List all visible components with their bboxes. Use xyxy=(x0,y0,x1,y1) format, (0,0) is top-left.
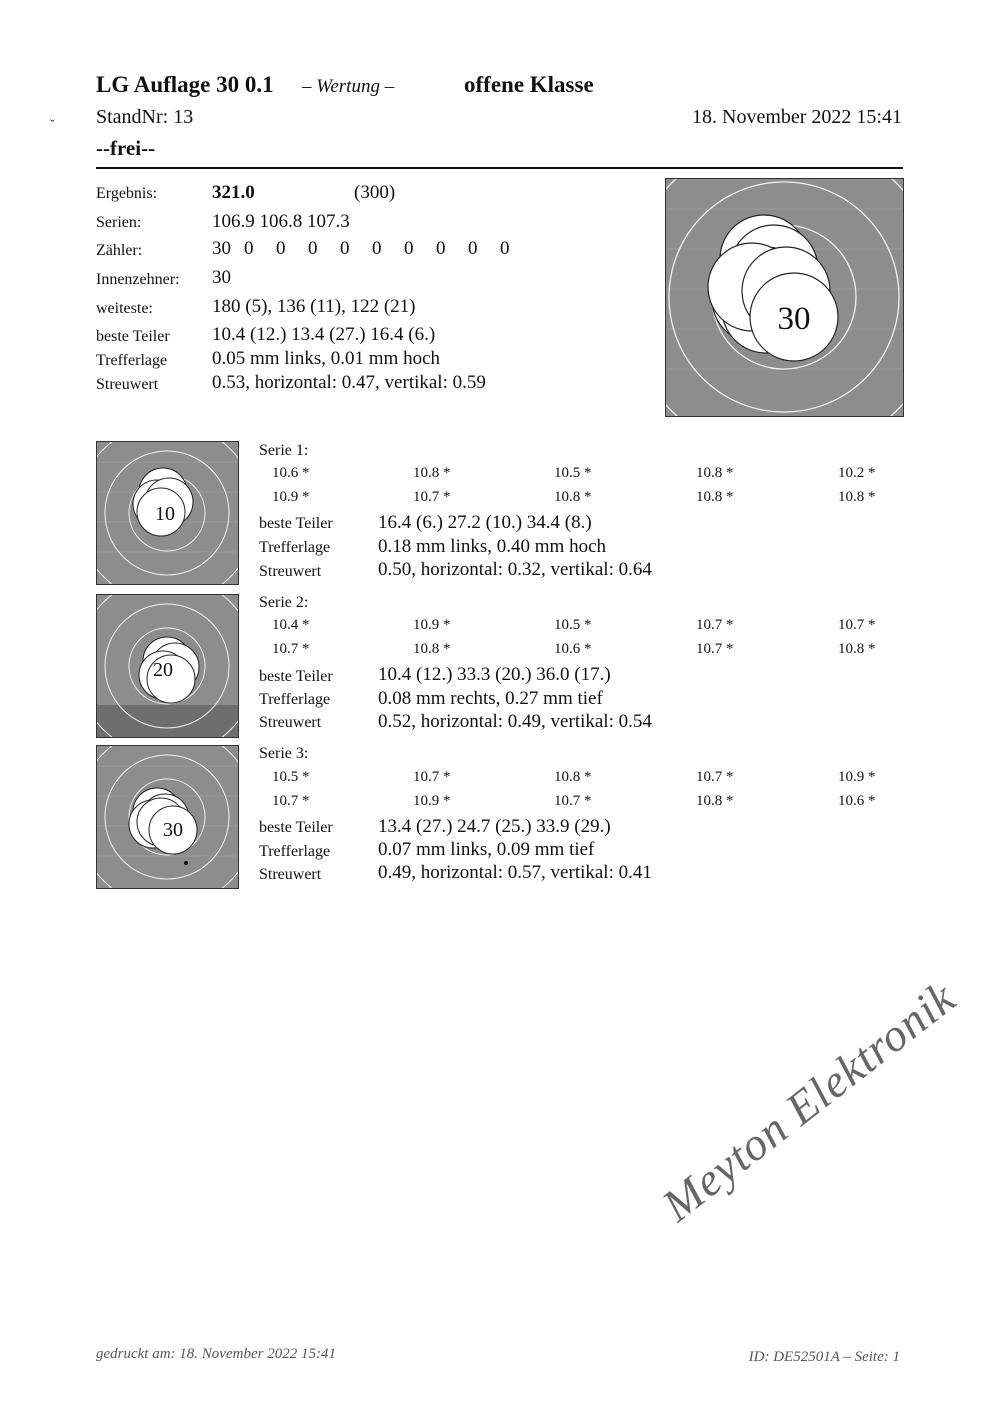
zaehler-value: 0 xyxy=(500,238,510,259)
series-2-teiler: 10.4 (12.) 33.3 (20.) 36.0 (17.) xyxy=(378,664,611,685)
innenzehner-value: 30 xyxy=(212,267,231,288)
series-1-streuwert-label: Streuwert xyxy=(259,563,322,580)
shot-value: 10.8 * xyxy=(696,465,734,481)
shot-value: 10.8 * xyxy=(413,641,451,657)
series-3-target-image xyxy=(96,745,239,889)
weiteste-value: 180 (5), 136 (11), 122 (21) xyxy=(212,296,416,317)
zaehler-value: 0 xyxy=(372,238,382,259)
shot-value: 10.8 * xyxy=(696,793,734,809)
shot-value: 10.5 * xyxy=(272,769,310,785)
shot-value: 10.5 * xyxy=(554,465,592,481)
header-divider xyxy=(96,167,903,169)
target-count-label: 20 xyxy=(153,659,173,681)
series-3-trefferlage-label: Trefferlage xyxy=(259,843,331,860)
shot-value: 10.8 * xyxy=(696,489,734,505)
zaehler-value: 0 xyxy=(244,238,254,259)
streuwert-value: 0.53, horizontal: 0.47, vertikal: 0.59 xyxy=(212,372,486,393)
series-2-trefferlage-label: Trefferlage xyxy=(259,691,331,708)
trefferlage-value: 0.05 mm links, 0.01 mm hoch xyxy=(212,348,440,369)
shot-value: 10.8 * xyxy=(413,465,451,481)
streuwert-label: Streuwert xyxy=(96,376,159,393)
shot-value: 10.7 * xyxy=(696,617,734,633)
teiler-label: beste Teiler xyxy=(96,328,170,345)
shot-value: 10.7 * xyxy=(838,617,876,633)
zaehler-value: 0 xyxy=(276,238,286,259)
zaehler-value: 0 xyxy=(404,238,414,259)
shot-value: 10.9 * xyxy=(413,793,451,809)
series-2-target-image xyxy=(96,594,239,738)
shot-value: 10.7 * xyxy=(696,641,734,657)
shot-value: 10.9 * xyxy=(838,769,876,785)
target-count-label: 10 xyxy=(155,503,175,525)
teiler-value: 10.4 (12.) 13.4 (27.) 16.4 (6.) xyxy=(212,324,436,345)
shot-value: 10.8 * xyxy=(554,769,592,785)
innenzehner-label: Innenzehner: xyxy=(96,271,180,288)
target-svg xyxy=(97,442,238,584)
shot-value: 10.8 * xyxy=(554,489,592,505)
zaehler-value: 0 xyxy=(308,238,318,259)
shot-value: 10.8 * xyxy=(838,489,876,505)
ergebnis-label: Ergebnis: xyxy=(96,185,158,202)
series-1-teiler-label: beste Teiler xyxy=(259,515,333,532)
zaehler-label: Zähler: xyxy=(96,242,143,259)
series-3-trefferlage: 0.07 mm links, 0.09 mm tief xyxy=(378,839,595,860)
weiteste-label: weiteste: xyxy=(96,300,153,317)
shot-value: 10.7 * xyxy=(272,793,310,809)
ergebnis-max: (300) xyxy=(354,182,396,203)
series-1-title: Serie 1: xyxy=(259,442,309,459)
target-count-label: 30 xyxy=(163,819,183,841)
series-2-streuwert: 0.52, horizontal: 0.49, vertikal: 0.54 xyxy=(378,711,652,732)
series-3-streuwert: 0.49, horizontal: 0.57, vertikal: 0.41 xyxy=(378,862,652,883)
series-2-trefferlage: 0.08 mm rechts, 0.27 mm tief xyxy=(378,688,603,709)
series-3-teiler: 13.4 (27.) 24.7 (25.) 33.9 (29.) xyxy=(378,816,611,837)
shot-value: 10.7 * xyxy=(272,641,310,657)
scan-mark: ˇ xyxy=(50,118,55,133)
ergebnis-value: 321.0 xyxy=(212,182,255,203)
shot-value: 10.7 * xyxy=(696,769,734,785)
series-3-title: Serie 3: xyxy=(259,745,309,762)
series-1-trefferlage: 0.18 mm links, 0.40 mm hoch xyxy=(378,536,606,557)
target-svg xyxy=(97,746,238,888)
zaehler-value: 0 xyxy=(436,238,446,259)
zaehler-value: 0 xyxy=(340,238,350,259)
series-1-trefferlage-label: Trefferlage xyxy=(259,539,331,556)
series-2-title: Serie 2: xyxy=(259,594,309,611)
shooter-name: --frei-- xyxy=(96,136,156,160)
serien-label: Serien: xyxy=(96,214,142,231)
manufacturer-stamp: Meyton Elektronik xyxy=(652,971,965,1231)
series-1-teiler: 16.4 (6.) 27.2 (10.) 34.4 (8.) xyxy=(378,512,592,533)
shot-value: 10.6 * xyxy=(272,465,310,481)
discipline-title: LG Auflage 30 0.1 xyxy=(96,72,274,97)
shot-value: 10.6 * xyxy=(554,641,592,657)
shot-value: 10.7 * xyxy=(554,793,592,809)
serien-value: 106.9 106.8 107.3 xyxy=(212,211,350,232)
target-count-label: 30 xyxy=(777,301,811,337)
document-id: ID: DE52501A – Seite: 1 xyxy=(748,1349,900,1365)
series-3-teiler-label: beste Teiler xyxy=(259,819,333,836)
series-3-streuwert-label: Streuwert xyxy=(259,866,322,883)
series-2-teiler-label: beste Teiler xyxy=(259,668,333,685)
header-date: 18. November 2022 15:41 xyxy=(692,106,902,128)
zaehler-value: 0 xyxy=(468,238,478,259)
wertung-label: – Wertung – xyxy=(302,76,395,97)
shot-value: 10.2 * xyxy=(838,465,876,481)
shot-value: 10.9 * xyxy=(272,489,310,505)
series-1-streuwert: 0.50, horizontal: 0.32, vertikal: 0.64 xyxy=(378,559,652,580)
trefferlage-label: Trefferlage xyxy=(96,352,168,369)
shot-value: 10.6 * xyxy=(838,793,876,809)
shot-value: 10.8 * xyxy=(838,641,876,657)
series-2-streuwert-label: Streuwert xyxy=(259,714,322,731)
target-svg xyxy=(97,595,238,737)
zaehler-values xyxy=(212,238,532,260)
shot-value: 10.9 * xyxy=(413,617,451,633)
printed-date: gedruckt am: 18. November 2022 15:41 xyxy=(96,1346,336,1362)
total-target-image xyxy=(665,178,904,417)
shot-value: 10.7 * xyxy=(413,489,451,505)
shot-value: 10.5 * xyxy=(554,617,592,633)
series-1-target-image xyxy=(96,441,239,585)
target-svg xyxy=(666,179,903,416)
class-label: offene Klasse xyxy=(464,72,594,97)
stand-number: StandNr: 13 xyxy=(96,106,194,128)
shot-value: 10.7 * xyxy=(413,769,451,785)
shot-value: 10.4 * xyxy=(272,617,310,633)
zaehler-value: 30 xyxy=(212,238,231,259)
